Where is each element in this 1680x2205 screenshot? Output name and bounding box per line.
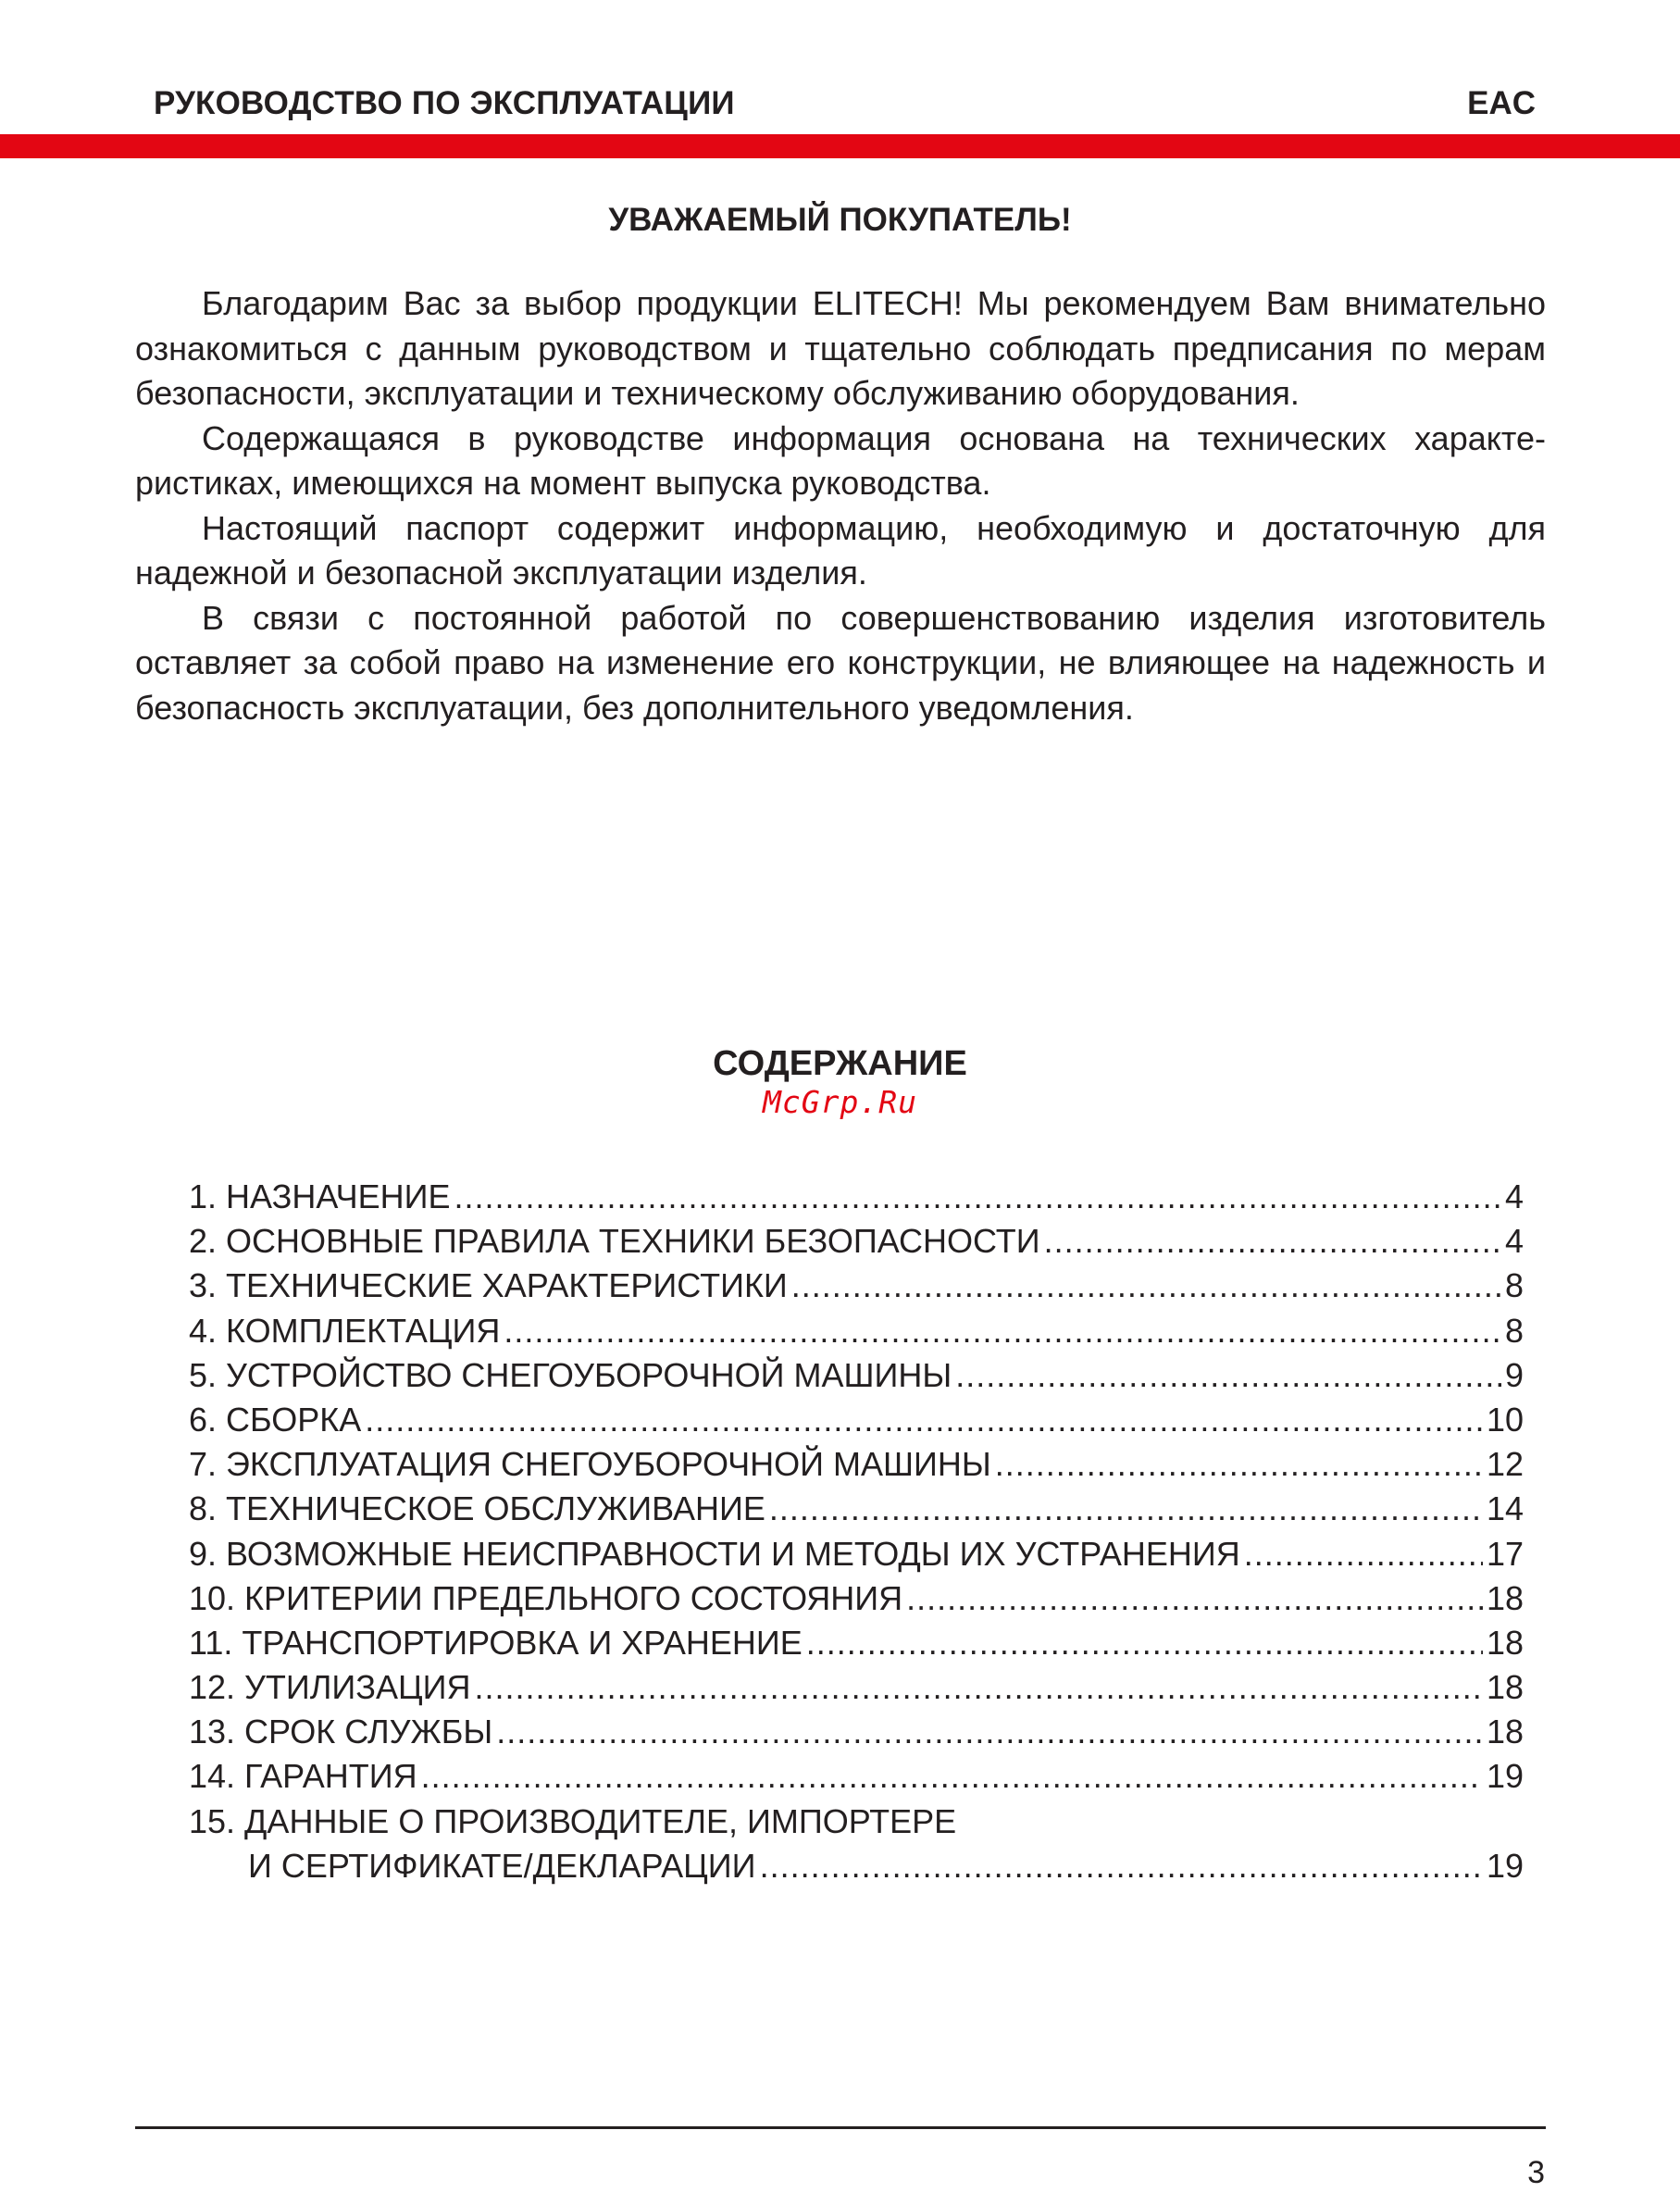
- toc-entry-label: 11. ТРАНСПОРТИРОВКА И ХРАНЕНИЕ: [189, 1623, 803, 1662]
- toc-entry: [189, 1802, 1524, 1847]
- toc-entry-page: 9: [1504, 1355, 1524, 1394]
- toc-entry-page: 18: [1486, 1578, 1524, 1617]
- toc-entry-page: 8: [1504, 1311, 1524, 1350]
- header-title: РУКОВОДСТВО ПО ЭКСПЛУАТАЦИИ: [154, 85, 735, 121]
- toc-entry: [189, 1668, 1524, 1713]
- table-of-contents: [189, 1177, 1524, 1891]
- toc-entry-page: 8: [1504, 1266, 1524, 1305]
- intro-paragraph: Содержащаяся в руководстве информация основана на технических характеристиках, имеющихся на момент выпуска руководства.: [135, 418, 1546, 502]
- toc-entry: [189, 1535, 1524, 1579]
- toc-entry-page: 4: [1504, 1222, 1524, 1261]
- toc-leader-dots: [1044, 1222, 1501, 1261]
- toc-leader-dots: [1244, 1535, 1483, 1574]
- toc-leader-dots: [806, 1624, 1483, 1663]
- toc-leader-dots: [365, 1401, 1483, 1439]
- toc-entry-label: 8. ТЕХНИЧЕСКОЕ ОБСЛУЖИВАНИЕ: [189, 1489, 765, 1528]
- toc-entry: [189, 1312, 1524, 1356]
- intro-paragraph: Благодарим Вас за выбор продукции ELITECH! Мы рекомендуем Вам внимательно ознакомиться с данным руководством и тщательно соблюдать предписания по мерам безопасности, эксплуатации и техническому обслуживанию оборудования.: [135, 284, 1546, 412]
- intro-text: [135, 281, 1546, 730]
- toc-entry: [189, 1266, 1524, 1311]
- toc-entry-label: 12. УТИЛИЗАЦИЯ: [189, 1668, 471, 1707]
- toc-leader-dots: [504, 1312, 1501, 1351]
- toc-entry: [189, 1713, 1524, 1757]
- toc-entry-page: 14: [1486, 1489, 1524, 1528]
- toc-leader-dots: [955, 1356, 1501, 1395]
- toc-entry: [189, 1401, 1524, 1445]
- toc-leader-dots: [475, 1668, 1483, 1707]
- toc-entry: [189, 1445, 1524, 1489]
- toc-entry: [189, 1847, 1524, 1891]
- intro-paragraph: В связи с постоянной работой по совершенствованию изделия изготовитель оставляет за собой право на изменение его конструкции, не влияющее на надежность и безопасность эксплуатации, без дополнительного уведомления.: [135, 598, 1546, 727]
- header-red-bar: [0, 134, 1680, 158]
- toc-entry-label: 10. КРИТЕРИИ ПРЕДЕЛЬНОГО СОСТОЯНИЯ: [189, 1578, 903, 1617]
- toc-leader-dots: [769, 1489, 1483, 1528]
- page-number: 3: [1527, 2155, 1545, 2190]
- toc-entry: [189, 1177, 1524, 1222]
- toc-entry-page: 18: [1486, 1623, 1524, 1662]
- toc-entry-page: 19: [1486, 1757, 1524, 1796]
- toc-leader-dots: [496, 1713, 1483, 1751]
- toc-entry-page: 17: [1486, 1534, 1524, 1573]
- toc-leader-dots: [791, 1266, 1501, 1305]
- eac-mark: EAC: [1467, 85, 1536, 121]
- toc-entry: [189, 1624, 1524, 1668]
- intro-paragraph: Настоящий паспорт содержит информацию, необходимую и достаточную для надежной и безопасной эксплуатации изделия.: [135, 508, 1546, 592]
- toc-entry-label: 15. ДАННЫЕ О ПРОИЗВОДИТЕЛЕ, ИМПОРТЕРЕ: [189, 1801, 957, 1840]
- toc-title: СОДЕРЖАНИЕ: [713, 1044, 967, 1083]
- toc-entry-page: 12: [1486, 1445, 1524, 1484]
- greeting-heading: УВАЖАЕМЫЙ ПОКУПАТЕЛЬ!: [608, 202, 1072, 238]
- toc-leader-dots: [760, 1847, 1483, 1886]
- toc-entry-label: 5. УСТРОЙСТВО СНЕГОУБОРОЧНОЙ МАШИНЫ: [189, 1355, 952, 1394]
- toc-entry-page: 18: [1486, 1713, 1524, 1751]
- toc-leader-dots: [421, 1757, 1483, 1796]
- toc-entry-page: 19: [1486, 1846, 1524, 1885]
- toc-entry-page: 10: [1486, 1400, 1524, 1439]
- toc-entry: [189, 1356, 1524, 1401]
- toc-entry-label: 7. ЭКСПЛУАТАЦИЯ СНЕГОУБОРОЧНОЙ МАШИНЫ: [189, 1445, 991, 1484]
- toc-entry-label: 3. ТЕХНИЧЕСКИЕ ХАРАКТЕРИСТИКИ: [189, 1266, 788, 1305]
- toc-entry-label: 2. ОСНОВНЫЕ ПРАВИЛА ТЕХНИКИ БЕЗОПАСНОСТИ: [189, 1222, 1040, 1261]
- footer-rule: [135, 2126, 1546, 2129]
- toc-entry: [189, 1489, 1524, 1534]
- toc-entry-label: 9. ВОЗМОЖНЫЕ НЕИСПРАВНОСТИ И МЕТОДЫ ИХ УСТРАНЕНИЯ: [189, 1534, 1240, 1573]
- toc-entry-label: 13. СРОК СЛУЖБЫ: [189, 1713, 493, 1751]
- toc-leader-dots: [906, 1579, 1483, 1618]
- toc-entry-label: И СЕРТИФИКАТЕ/ДЕКЛАРАЦИИ: [248, 1846, 756, 1885]
- toc-entry-label: 4. КОМПЛЕКТАЦИЯ: [189, 1311, 501, 1350]
- watermark: McGrp.Ru: [763, 1084, 917, 1120]
- toc-entry-label: 6. СБОРКА: [189, 1400, 362, 1439]
- toc-entry: [189, 1579, 1524, 1624]
- toc-leader-dots: [995, 1445, 1483, 1484]
- toc-entry-label: 1. НАЗНАЧЕНИЕ: [189, 1177, 451, 1215]
- toc-entry-page: 4: [1504, 1177, 1524, 1215]
- toc-entry-page: 18: [1486, 1668, 1524, 1707]
- toc-entry: [189, 1222, 1524, 1266]
- toc-entry-label: 14. ГАРАНТИЯ: [189, 1757, 417, 1796]
- toc-leader-dots: [454, 1177, 1501, 1216]
- toc-entry: [189, 1757, 1524, 1801]
